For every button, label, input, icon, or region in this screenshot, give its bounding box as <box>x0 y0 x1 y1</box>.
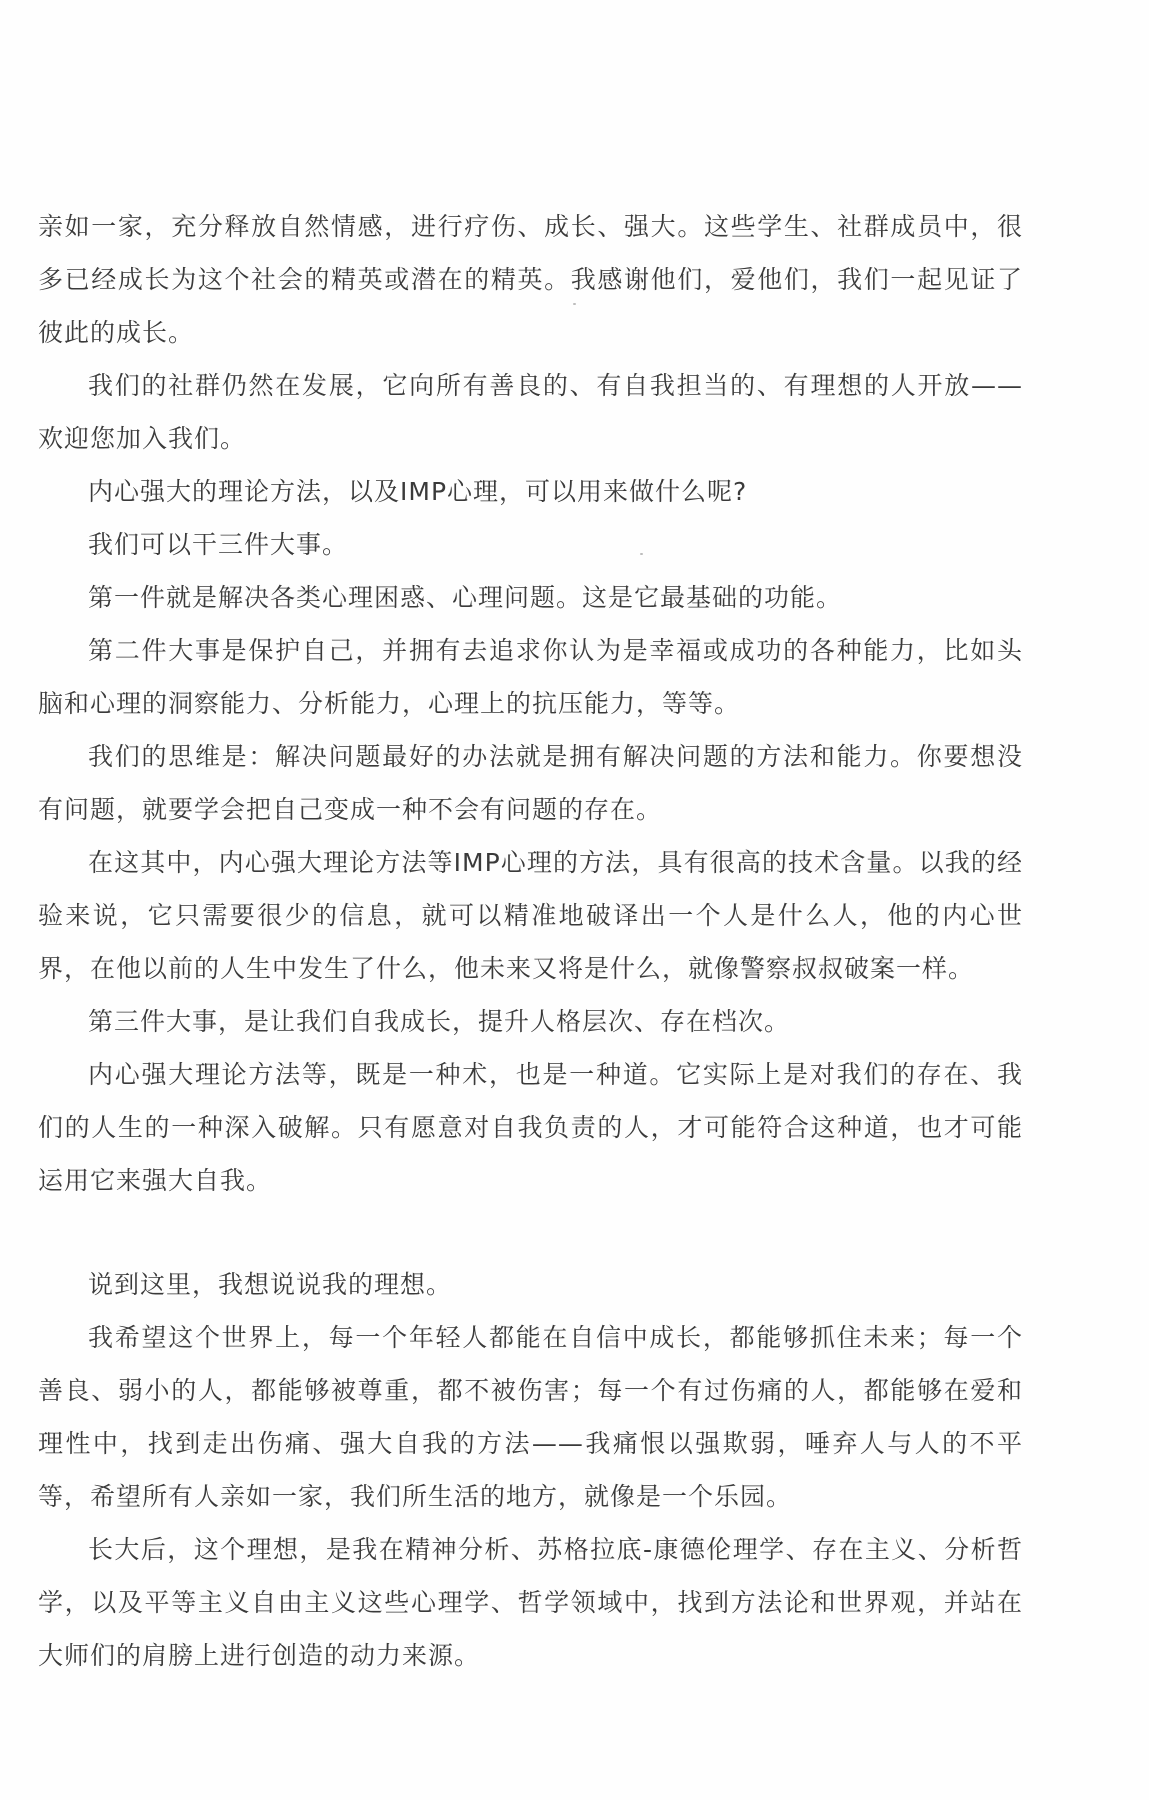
paragraph: 说到这里，我想说说我的理想。 <box>88 1270 453 1299</box>
section-two <box>38 1258 1023 1682</box>
paragraph: 我们可以干三件大事。 <box>88 530 349 559</box>
text-column <box>38 200 1023 1682</box>
paragraph: 长大后，这个理想，是我在精神分析、苏格拉底-康德伦理学、存在主义、分析哲学，以及平等主义自由主义这些心理学、哲学领域中，找到方法论和世界观，并站在大师们的肩膀上进行创造的动力来源。 <box>38 1535 1023 1670</box>
paragraph: 我们的社群仍然在发展，它向所有善良的、有自我担当的、有理想的人开放——欢迎您加入我们。 <box>38 371 1023 453</box>
paragraph: 我们的思维是：解决问题最好的办法就是拥有解决问题的方法和能力。你要想没有问题，就要学会把自己变成一种不会有问题的存在。 <box>38 742 1023 824</box>
paragraph: 第三件大事，是让我们自我成长，提升人格层次、存在档次。 <box>88 1007 791 1036</box>
paragraph: 内心强大的理论方法，以及IMP心理，可以用来做什么呢? <box>88 477 748 506</box>
scan-speck <box>573 303 576 305</box>
scan-speck <box>640 553 643 555</box>
paragraph: 第一件就是解决各类心理困惑、心理问题。这是它最基础的功能。 <box>88 583 843 612</box>
paragraph: 亲如一家，充分释放自然情感，进行疗伤、成长、强大。这些学生、社群成员中，很多已经成长为这个社会的精英或潜在的精英。我感谢他们，爱他们，我们一起见证了彼此的成长。 <box>38 212 1023 347</box>
section-one <box>38 200 1023 1207</box>
paragraph: 第二件大事是保护自己，并拥有去追求你认为是幸福或成功的各种能力，比如头脑和心理的洞察能力、分析能力，心理上的抗压能力，等等。 <box>38 636 1023 718</box>
paragraph: 内心强大理论方法等，既是一种术，也是一种道。它实际上是对我们的存在、我们的人生的一种深入破解。只有愿意对自我负责的人，才可能符合这种道，也才可能运用它来强大自我。 <box>38 1060 1023 1195</box>
paragraph: 我希望这个世界上，每一个年轻人都能在自信中成长，都能够抓住未来；每一个善良、弱小的人，都能够被尊重，都不被伤害；每一个有过伤痛的人，都能够在爱和理性中，找到走出伤痛、强大自我的方法——我痛恨以强欺弱，唾弃人与人的不平等，希望所有人亲如一家，我们所生活的地方，就像是一个乐园。 <box>38 1323 1023 1511</box>
paragraph: 在这其中，内心强大理论方法等IMP心理的方法，具有很高的技术含量。以我的经验来说，它只需要很少的信息，就可以精准地破译出一个人是什么人，他的内心世界，在他以前的人生中发生了什么，他未来又将是什么，就像警察叔叔破案一样。 <box>38 848 1023 983</box>
section-gap <box>38 1207 1023 1258</box>
